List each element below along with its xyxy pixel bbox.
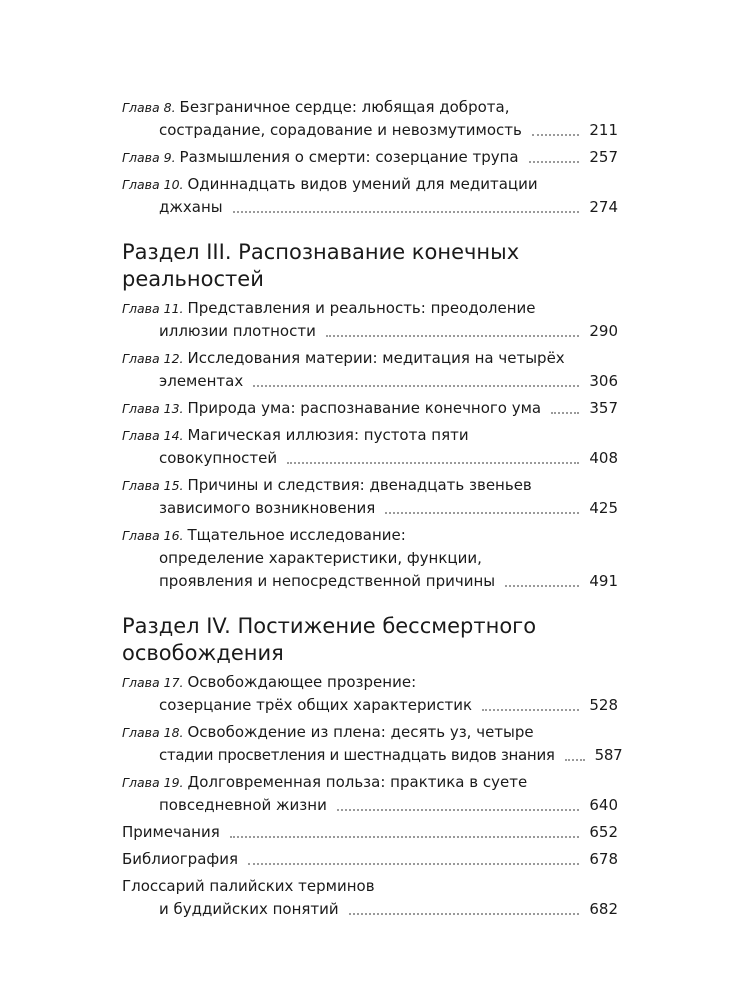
toc-entry-chapter-8[interactable]: Глава 8. Безграничное сердце: любящая доброта, сострадание, сорадование и невозмутимость 211 (122, 96, 618, 142)
page-number: 274 (589, 198, 618, 216)
toc-entry-chapter-13[interactable]: Глава 13. Природа ума: распознавание конечного ума 357 (122, 397, 618, 420)
toc-entry-chapter-14[interactable]: Глава 14. Магическая иллюзия: пустота пяти совокупностей 408 (122, 424, 618, 470)
dot-leader (248, 862, 579, 865)
toc-entry-notes[interactable]: Примечания 652 (122, 821, 618, 844)
toc-entry-bibliography[interactable]: Библиография 678 (122, 848, 618, 871)
dot-leader (529, 160, 580, 163)
page-number: 682 (589, 900, 618, 918)
dot-leader (532, 133, 580, 136)
chapter-label: Глава 17. (122, 675, 184, 690)
page-number: 587 (594, 746, 623, 764)
chapter-label: Глава 15. (122, 478, 184, 493)
dot-leader (505, 584, 579, 587)
dot-leader (482, 708, 579, 711)
dot-leader (551, 411, 579, 414)
dot-leader (349, 912, 580, 915)
chapter-label: Глава 9. (122, 150, 176, 165)
chapter-label: Глава 19. (122, 775, 184, 790)
page-number: 678 (589, 850, 618, 868)
chapter-label: Глава 18. (122, 725, 184, 740)
toc-entry-chapter-17[interactable]: Глава 17. Освобождающее прозрение: созерцание трёх общих характеристик 528 (122, 671, 618, 717)
dot-leader (337, 808, 580, 811)
toc-entry-chapter-16[interactable]: Глава 16. Тщательное исследование: определение характеристики, функции, проявления и непосредственной причины 491 (122, 524, 618, 593)
page-number: 257 (589, 148, 618, 166)
page-number: 408 (589, 449, 618, 467)
dot-leader (326, 334, 580, 337)
dot-leader (233, 210, 580, 213)
section-heading-4[interactable]: Раздел IV. Постижение бессмертного освобождения (122, 614, 537, 665)
chapter-label: Глава 8. (122, 100, 176, 115)
section-heading-3[interactable]: Раздел III. Распознавание конечных реальностей (122, 240, 520, 291)
toc-entry-chapter-11[interactable]: Глава 11. Представления и реальность: преодоление иллюзии плотности 290 (122, 297, 618, 343)
dot-leader (230, 835, 580, 838)
chapter-label: Глава 14. (122, 428, 184, 443)
toc-entry-chapter-10[interactable]: Глава 10. Одиннадцать видов умений для медитации джханы 274 (122, 173, 618, 219)
page-number: 528 (589, 696, 618, 714)
page-number: 357 (589, 399, 618, 417)
chapter-label: Глава 10. (122, 177, 184, 192)
chapter-label: Глава 13. (122, 401, 184, 416)
page-number: 652 (589, 823, 618, 841)
page-number: 491 (589, 572, 618, 590)
toc-entry-line: Глава 8. Безграничное сердце: любящая доброта, (122, 98, 510, 116)
toc-entry-chapter-15[interactable]: Глава 15. Причины и следствия: двенадцать звеньев зависимого возникновения 425 (122, 474, 618, 520)
toc-entry-chapter-19[interactable]: Глава 19. Долговременная польза: практика в суете повседневной жизни 640 (122, 771, 618, 817)
toc-entry-chapter-12[interactable]: Глава 12. Исследования материи: медитация на четырёх элементах 306 (122, 347, 618, 393)
dot-leader (287, 461, 579, 464)
table-of-contents (122, 96, 623, 925)
page-number: 640 (589, 796, 618, 814)
page-number: 290 (589, 322, 618, 340)
dot-leader (253, 384, 579, 387)
dot-leader (565, 758, 585, 761)
chapter-label: Глава 11. (122, 301, 184, 316)
toc-entry-glossary[interactable]: Глоссарий палийских терминов и буддийских понятий 682 (122, 875, 618, 921)
page-number: 425 (589, 499, 618, 517)
dot-leader (385, 511, 579, 514)
toc-entry-chapter-18[interactable]: Глава 18. Освобождение из плена: десять уз, четыре стадии просветления и шестнадцать видов знания 587 (122, 721, 618, 767)
chapter-label: Глава 12. (122, 351, 184, 366)
page-number: 306 (589, 372, 618, 390)
chapter-label: Глава 16. (122, 528, 184, 543)
page-number: 211 (589, 121, 618, 139)
toc-entry-chapter-9[interactable]: Глава 9. Размышления о смерти: созерцание трупа 257 (122, 146, 618, 169)
